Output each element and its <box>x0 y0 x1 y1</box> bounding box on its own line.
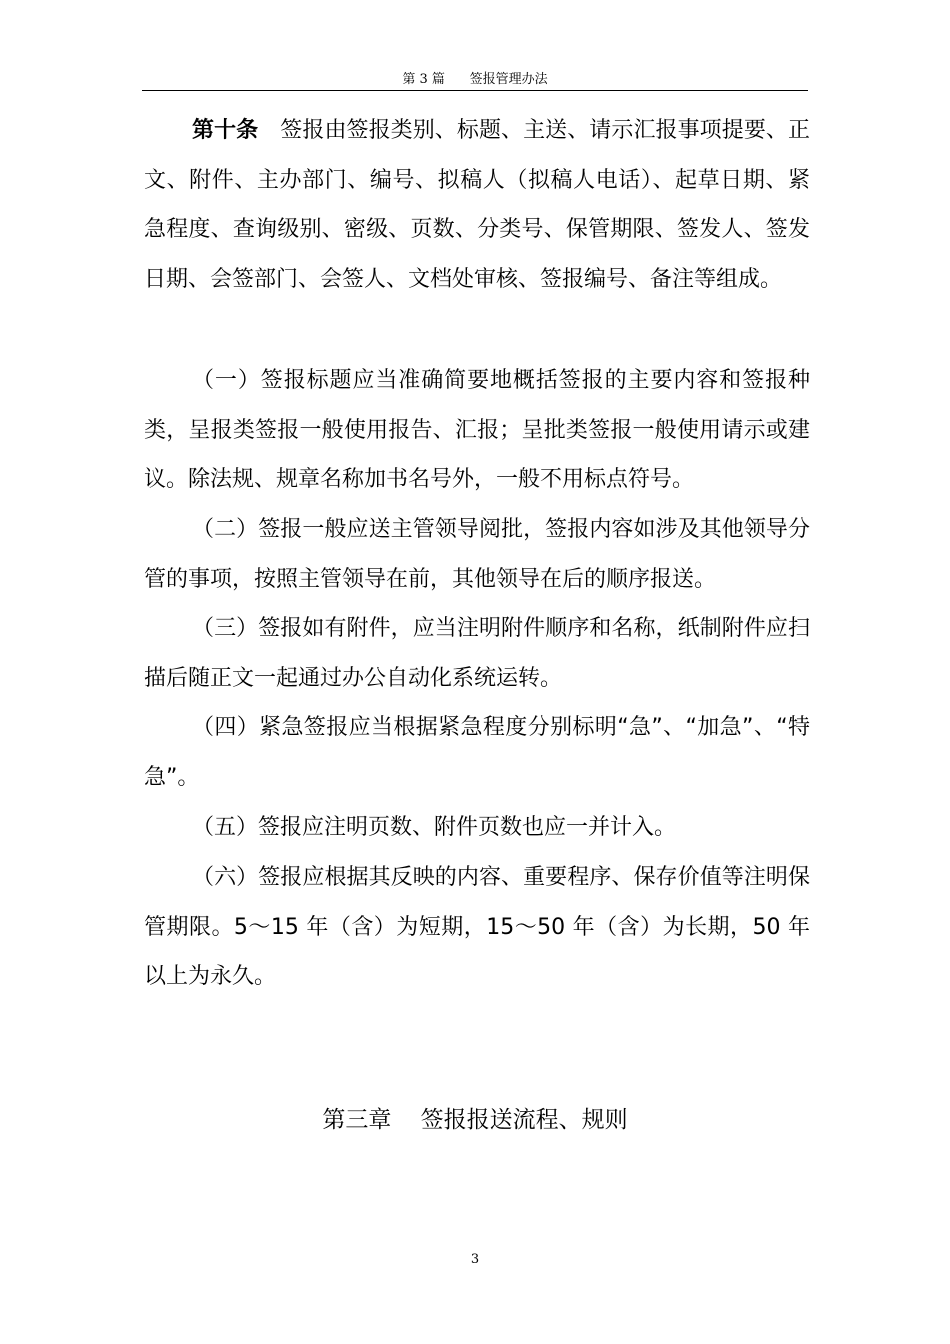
item-paragraph-6: （六）签报应根据其反映的内容、重要程序、保存价值等注明保管期限。5～15 年（含）为短期，15～50 年（含）为长期，50 年以上为永久。 <box>144 865 810 989</box>
item-block-2 <box>144 505 810 604</box>
item-block-3 <box>144 604 810 703</box>
article-label-gap <box>258 118 280 143</box>
article-label: 第十条 <box>192 118 259 143</box>
page-number: 3 <box>470 1252 480 1267</box>
chapter-title: 第三章 签报报送流程、规则 <box>322 1107 628 1133</box>
item-block-4 <box>144 703 810 802</box>
item-paragraph-1: （一）签报标题应当准确简要地概括签报的主要内容和签报种类，呈报类签报一般使用报告、汇报；呈批类签报一般使用请示或建议。除法规、规章名称加书名号外，一般不用标点符号。 <box>144 368 810 492</box>
item-paragraph-2: （二）签报一般应送主管领导阅批，签报内容如涉及其他领导分管的事项，按照主管领导在前，其他领导在后的顺序报送。 <box>144 517 810 592</box>
article-paragraph <box>144 106 810 304</box>
item-list <box>144 356 810 505</box>
article-body <box>144 106 810 304</box>
item-paragraph-5: （五）签报应注明页数、附件页数也应一并计入。 <box>192 815 677 840</box>
header-rule <box>142 90 808 91</box>
item-block-6 <box>144 853 810 1002</box>
item-paragraph-3: （三）签报如有附件，应当注明附件顺序和名称，纸制附件应扫描后随正文一起通过办公自动化系统运转。 <box>144 616 810 691</box>
item-paragraph-4: （四）紧急签报应当根据紧急程度分别标明“急”、“加急”、“特急”。 <box>144 715 810 790</box>
item-block-5 <box>144 803 810 853</box>
running-header: 第 3 篇 签报管理办法 <box>402 72 548 87</box>
article-text: 签报由签报类别、标题、主送、请示汇报事项提要、正文、附件、主办部门、编号、拟稿人（拟稿人电话）、起草日期、紧急程度、查询级别、密级、页数、分类号、保管期限、签发人、签发日期、会签部门、会签人、文档处审核、签报编号、备注等组成。 <box>144 118 810 292</box>
